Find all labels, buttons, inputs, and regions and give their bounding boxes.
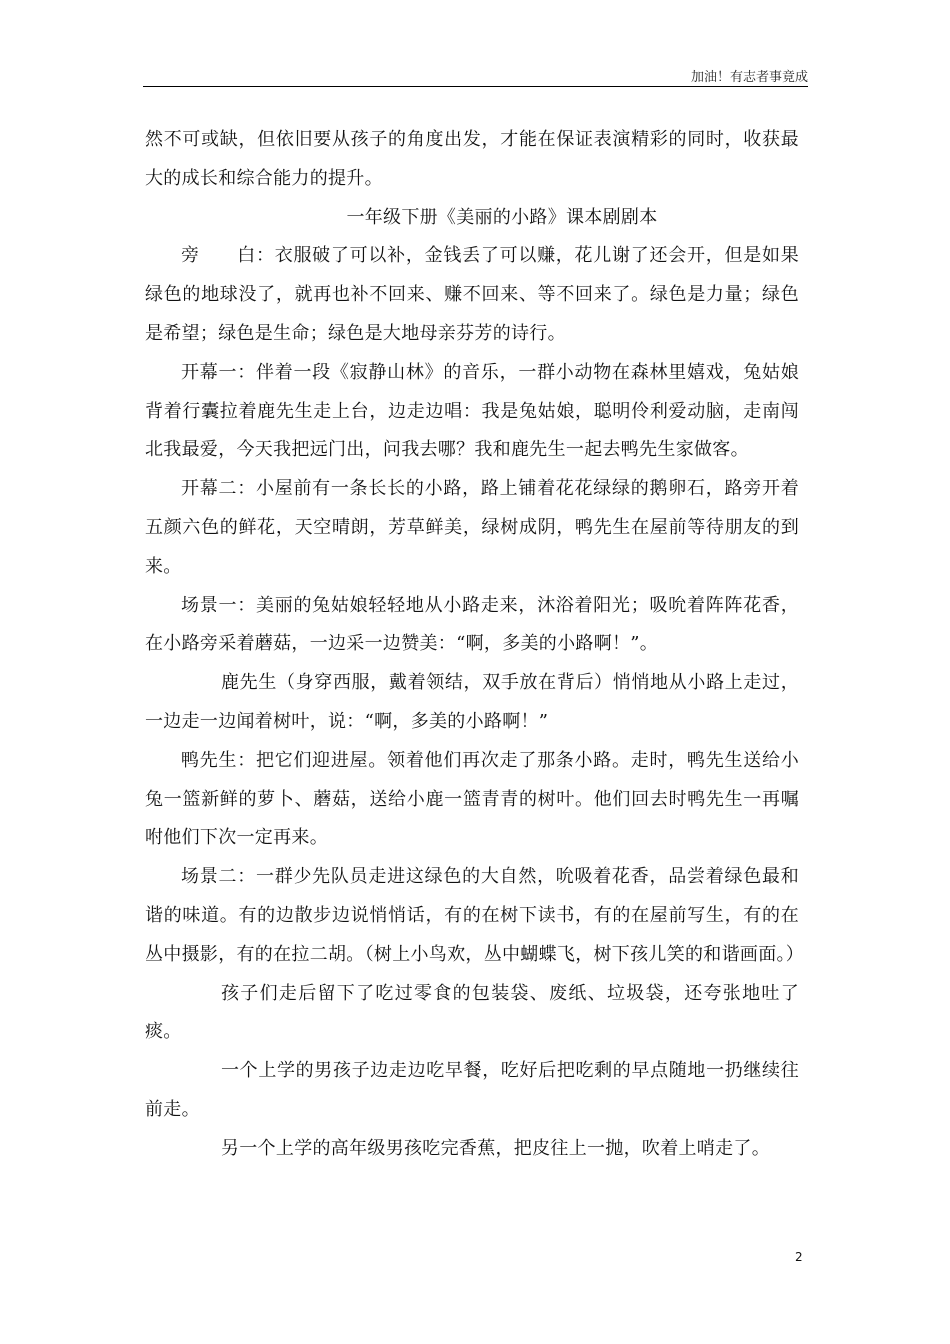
paragraph-scene-two: 场景二：一群少先队员走进这绿色的大自然，吮吸着花香，品尝着绿色最和谐的味道。有的边散步边说悄悄话，有的在树下读书，有的在屋前写生，有的在丛中摄影，有的在拉二胡。（树上小鸟欢，丛中蝴蝶飞，树下孩儿笑的和谐画面。） (145, 866, 805, 965)
paragraph-opening-one: 开幕一：伴着一段《寂静山林》的音乐，一群小动物在森林里嬉戏，兔姑娘背着行囊拉着鹿先生走上台，边走边唱：我是兔姑娘，聪明伶利爱动脑，走南闯北我最爱，今天我把远门出，问我去哪？我和鹿先生一起去鸭先生家做客。 (145, 361, 799, 461)
paragraph-scene-one: 场景一：美丽的兔姑娘轻轻地从小路走来，沐浴着阳光；吸吮着阵阵花香，在小路旁采着蘑菇，一边采一边赞美：“啊，多美的小路啊！”。 (145, 594, 799, 655)
header-rule (143, 86, 808, 87)
paragraph-narrator: 旁 白：衣服破了可以补，金钱丢了可以赚，花儿谢了还会开，但是如果绿色的地球没了，就再也补不回来、赚不回来、等不回来了。绿色是力量；绿色是希望；绿色是生命；绿色是大地母亲芬芳的诗行。 (145, 245, 799, 344)
page-header: 加油！有志者事竟成 (690, 70, 808, 85)
paragraph-breakfast-boy: 一个上学的男孩子边走边吃早餐，吃好后把吃剩的早点随地一扔继续往前走。 (145, 1060, 799, 1120)
paragraph-duck: 鸭先生：把它们迎进屋。领着他们再次走了那条小路。走时，鸭先生送给小兔一篮新鲜的萝卜、蘑菇，送给小鹿一篮青青的树叶。他们回去时鸭先生一再嘱咐他们下次一定再来。 (145, 749, 799, 849)
page-number: 2 (795, 1250, 803, 1264)
paragraph-litter: 孩子们走后留下了吃过零食的包装袋、废纸、垃圾袋，还夸张地吐了痰。 (145, 982, 799, 1043)
paragraph-continuation: 然不可或缺，但依旧要从孩子的角度出发，才能在保证表演精彩的同时，收获最大的成长和综合能力的提升。 (145, 129, 799, 189)
paragraph-opening-two: 开幕二：小屋前有一条长长的小路，路上铺着花花绿绿的鹅卵石，路旁开着五颜六色的鲜花，天空晴朗，芳草鲜美，绿树成阴，鸭先生在屋前等待朋友的到来。 (145, 478, 799, 577)
paragraph-deer: 鹿先生（身穿西服，戴着领结，双手放在背后）悄悄地从小路上走过，一边走一边闻着树叶，说：“啊，多美的小路啊！” (145, 672, 799, 732)
paragraph-banana-boy: 另一个上学的高年级男孩吃完香蕉，把皮往上一抛，吹着上哨走了。 (221, 1137, 770, 1159)
document-body (145, 121, 805, 1169)
script-title: 一年级下册《美丽的小路》课本剧剧本 (346, 206, 658, 228)
